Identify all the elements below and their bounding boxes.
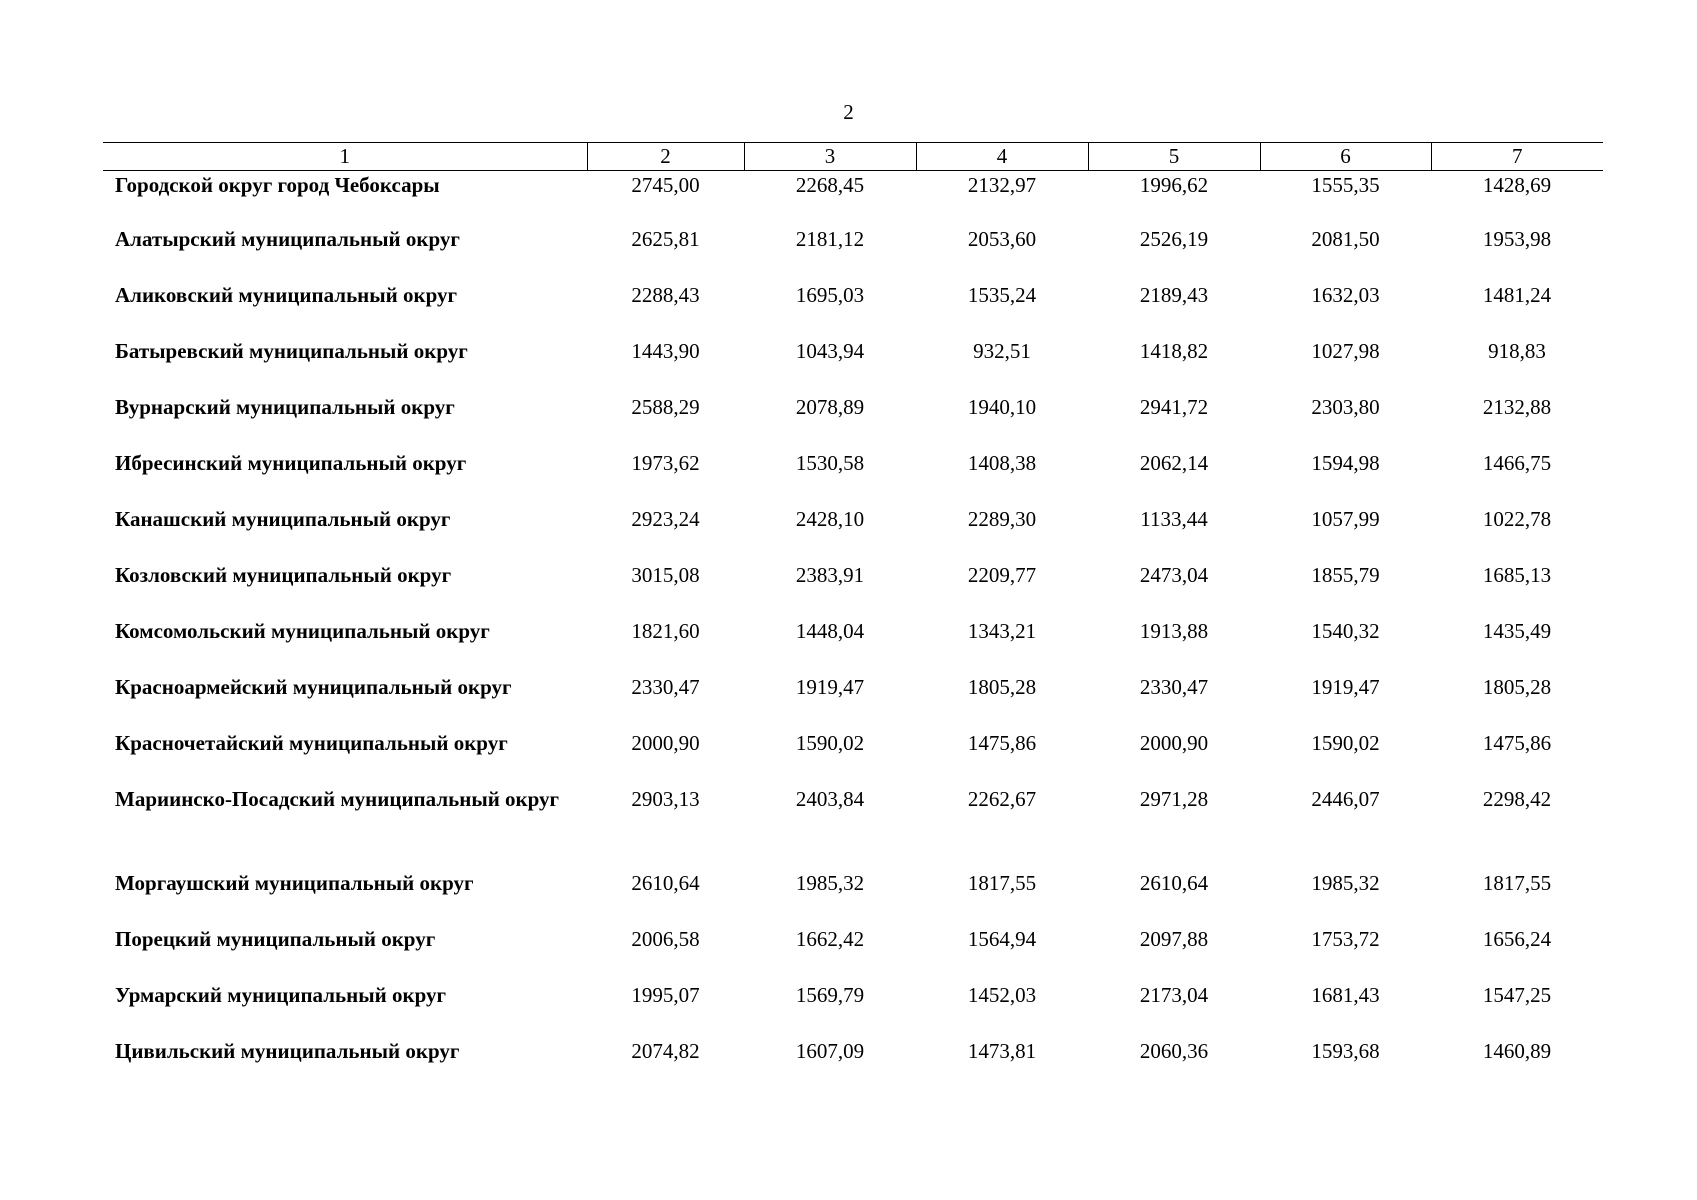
- table-cell-value: 2081,50: [1311, 226, 1380, 251]
- table-cell-value: 2209,77: [967, 562, 1037, 587]
- table-cell-value: 2173,04: [1139, 982, 1209, 1007]
- table-cell-value: 1418,82: [1139, 338, 1209, 363]
- table-cell-value: 2428,10: [795, 506, 865, 531]
- district-name: Аликовский муниципальный округ: [115, 282, 458, 307]
- column-header: 3: [744, 143, 916, 171]
- table-cell-value: 2903,13: [631, 786, 700, 811]
- table-row: [103, 925, 1603, 981]
- district-name: Комсомольский муниципальный округ: [115, 618, 490, 643]
- table-cell-value: 2189,43: [1139, 282, 1209, 307]
- table-cell-value: 1443,90: [631, 338, 700, 363]
- table-cell-value: 2941,72: [1139, 394, 1209, 419]
- table-cell-value: 2610,64: [631, 870, 700, 895]
- table-cell-value: 1027,98: [1311, 338, 1380, 363]
- table-cell-value: 2625,81: [631, 226, 700, 251]
- table-cell-value: 1805,28: [967, 674, 1037, 699]
- table-cell-value: 1607,09: [795, 1038, 865, 1063]
- table-cell-value: 1821,60: [631, 618, 700, 643]
- table-row: [103, 281, 1603, 337]
- table-cell-value: 1985,32: [795, 870, 865, 895]
- table-cell-value: 1973,62: [631, 450, 700, 475]
- table-row: [103, 171, 1603, 225]
- table-cell-value: 3015,08: [631, 562, 700, 587]
- table-header: [103, 143, 1603, 171]
- table-cell-value: 2298,42: [1482, 786, 1552, 811]
- page-number: 2: [843, 100, 854, 124]
- table-cell-value: 1569,79: [795, 982, 865, 1007]
- column-header: 7: [1431, 143, 1603, 171]
- district-name: Алатырский муниципальный округ: [115, 226, 460, 251]
- table-cell-value: 1695,03: [795, 282, 865, 307]
- table-cell-value: 1913,88: [1139, 618, 1209, 643]
- table-cell-value: 2132,88: [1482, 394, 1552, 419]
- table-row: [103, 393, 1603, 449]
- table-cell-value: 1408,38: [967, 450, 1037, 475]
- table-cell-value: 2060,36: [1139, 1038, 1209, 1063]
- table-row: [103, 729, 1603, 785]
- table-cell-value: 1540,32: [1311, 618, 1380, 643]
- table-cell-value: 1564,94: [967, 926, 1037, 951]
- table-cell-value: 2971,28: [1139, 786, 1209, 811]
- table-cell-value: 2288,43: [631, 282, 700, 307]
- table-cell-value: 2303,80: [1311, 394, 1380, 419]
- table-cell-value: 2053,60: [967, 226, 1037, 251]
- table-cell-value: 1466,75: [1482, 450, 1552, 475]
- table-cell-value: 2000,90: [1139, 730, 1209, 755]
- table-row: [103, 505, 1603, 561]
- table-cell-value: 2588,29: [631, 394, 700, 419]
- table-cell-value: 1535,24: [967, 282, 1037, 307]
- table-row: [103, 1037, 1603, 1093]
- table-cell-value: 1590,02: [795, 730, 865, 755]
- district-name: Городской округ город Чебоксары: [115, 173, 440, 197]
- table-cell-value: 1953,98: [1482, 226, 1552, 251]
- district-name: Красночетайский муниципальный округ: [115, 730, 508, 755]
- table-cell-value: 2446,07: [1311, 786, 1380, 811]
- table-body: [103, 171, 1603, 1093]
- district-name: Канашский муниципальный округ: [115, 506, 451, 531]
- table-cell-value: 1594,98: [1311, 450, 1380, 475]
- table-cell-value: 1343,21: [967, 618, 1037, 643]
- table-cell-value: 1481,24: [1482, 282, 1552, 307]
- column-header: 1: [103, 143, 587, 171]
- table-cell-value: 1662,42: [795, 926, 865, 951]
- table-cell-value: 1475,86: [1482, 730, 1552, 755]
- district-name: Порецкий муниципальный округ: [115, 926, 436, 951]
- table-row: [103, 337, 1603, 393]
- table-cell-value: 2330,47: [631, 674, 700, 699]
- table-cell-value: 2610,64: [1139, 870, 1209, 895]
- table-cell-value: 1057,99: [1311, 506, 1380, 531]
- table-cell-value: 1919,47: [795, 674, 865, 699]
- table-cell-value: 1685,13: [1482, 562, 1552, 587]
- table-cell-value: 1460,89: [1482, 1038, 1552, 1063]
- table-cell-value: 1817,55: [967, 870, 1037, 895]
- district-name: Батыревский муниципальный округ: [115, 338, 468, 363]
- table-cell-value: 2181,12: [795, 226, 865, 251]
- table-cell-value: 2923,24: [631, 506, 700, 531]
- header-row: [103, 143, 1603, 171]
- data-table: [103, 142, 1603, 1093]
- table-cell-value: 2000,90: [631, 730, 700, 755]
- table-cell-value: 2473,04: [1139, 562, 1209, 587]
- table-cell-value: 2745,00: [631, 173, 700, 197]
- table-row: [103, 869, 1603, 925]
- table-cell-value: 1593,68: [1311, 1038, 1380, 1063]
- table-cell-value: 2330,47: [1139, 674, 1209, 699]
- district-name: Козловский муниципальный округ: [115, 562, 452, 587]
- table-cell-value: 1590,02: [1311, 730, 1380, 755]
- table-cell-value: 1448,04: [795, 618, 865, 643]
- table-cell-value: 1919,47: [1311, 674, 1380, 699]
- table-cell-value: 2289,30: [967, 506, 1037, 531]
- table-row: [103, 561, 1603, 617]
- table-cell-value: 2526,19: [1139, 226, 1209, 251]
- table-row: [103, 225, 1603, 281]
- table-cell-value: 1428,69: [1482, 173, 1552, 197]
- table-cell-value: 2062,14: [1139, 450, 1209, 475]
- table-cell-value: 1940,10: [967, 394, 1037, 419]
- table-row: [103, 785, 1603, 869]
- table-cell-value: 2078,89: [795, 394, 865, 419]
- table-cell-value: 1681,43: [1311, 982, 1380, 1007]
- table-cell-value: 1133,44: [1140, 506, 1208, 531]
- district-name: Моргаушский муниципальный округ: [115, 870, 474, 895]
- table-cell-value: 2383,91: [795, 562, 865, 587]
- table-cell-value: 2268,45: [795, 173, 865, 197]
- district-name: Цивильский муниципальный округ: [115, 1038, 460, 1063]
- table-row: [103, 981, 1603, 1037]
- table-cell-value: 1996,62: [1139, 173, 1209, 197]
- table-cell-value: 1547,25: [1482, 982, 1552, 1007]
- district-name: Вурнарский муниципальный округ: [115, 394, 455, 419]
- table-cell-value: 1043,94: [795, 338, 865, 363]
- column-header: 4: [916, 143, 1088, 171]
- table-cell-value: 1475,86: [967, 730, 1037, 755]
- table-cell-value: 1473,81: [967, 1038, 1037, 1063]
- table-cell-value: 932,51: [973, 338, 1031, 363]
- table-cell-value: 1530,58: [795, 450, 865, 475]
- column-header: 2: [587, 143, 744, 171]
- table-cell-value: 2403,84: [795, 786, 865, 811]
- table-cell-value: 2262,67: [967, 786, 1037, 811]
- table-row: [103, 617, 1603, 673]
- table-cell-value: 918,83: [1488, 338, 1546, 363]
- district-name: Урмарский муниципальный округ: [115, 982, 447, 1007]
- table-cell-value: 2074,82: [631, 1038, 700, 1063]
- table-cell-value: 1022,78: [1482, 506, 1552, 531]
- column-header: 5: [1088, 143, 1260, 171]
- table-cell-value: 1452,03: [967, 982, 1037, 1007]
- table-cell-value: 1555,35: [1311, 173, 1380, 197]
- district-name: Мариинско-Посадский муниципальный округ: [115, 786, 560, 811]
- table-cell-value: 1995,07: [631, 982, 700, 1007]
- table-cell-value: 1632,03: [1311, 282, 1380, 307]
- table-cell-value: 1855,79: [1311, 562, 1380, 587]
- column-header: 6: [1260, 143, 1431, 171]
- table-row: [103, 673, 1603, 729]
- table-cell-value: 1753,72: [1311, 926, 1380, 951]
- table-cell-value: 1656,24: [1482, 926, 1552, 951]
- district-name: Ибресинский муниципальный округ: [115, 450, 467, 475]
- table-cell-value: 1817,55: [1482, 870, 1552, 895]
- table-cell-value: 1805,28: [1482, 674, 1552, 699]
- table-cell-value: 2006,58: [631, 926, 700, 951]
- district-name: Красноармейский муниципальный округ: [115, 674, 512, 699]
- table-cell-value: 1985,32: [1311, 870, 1380, 895]
- table-cell-value: 2132,97: [967, 173, 1037, 197]
- table-row: [103, 449, 1603, 505]
- table-cell-value: 2097,88: [1139, 926, 1209, 951]
- table-cell-value: 1435,49: [1482, 618, 1552, 643]
